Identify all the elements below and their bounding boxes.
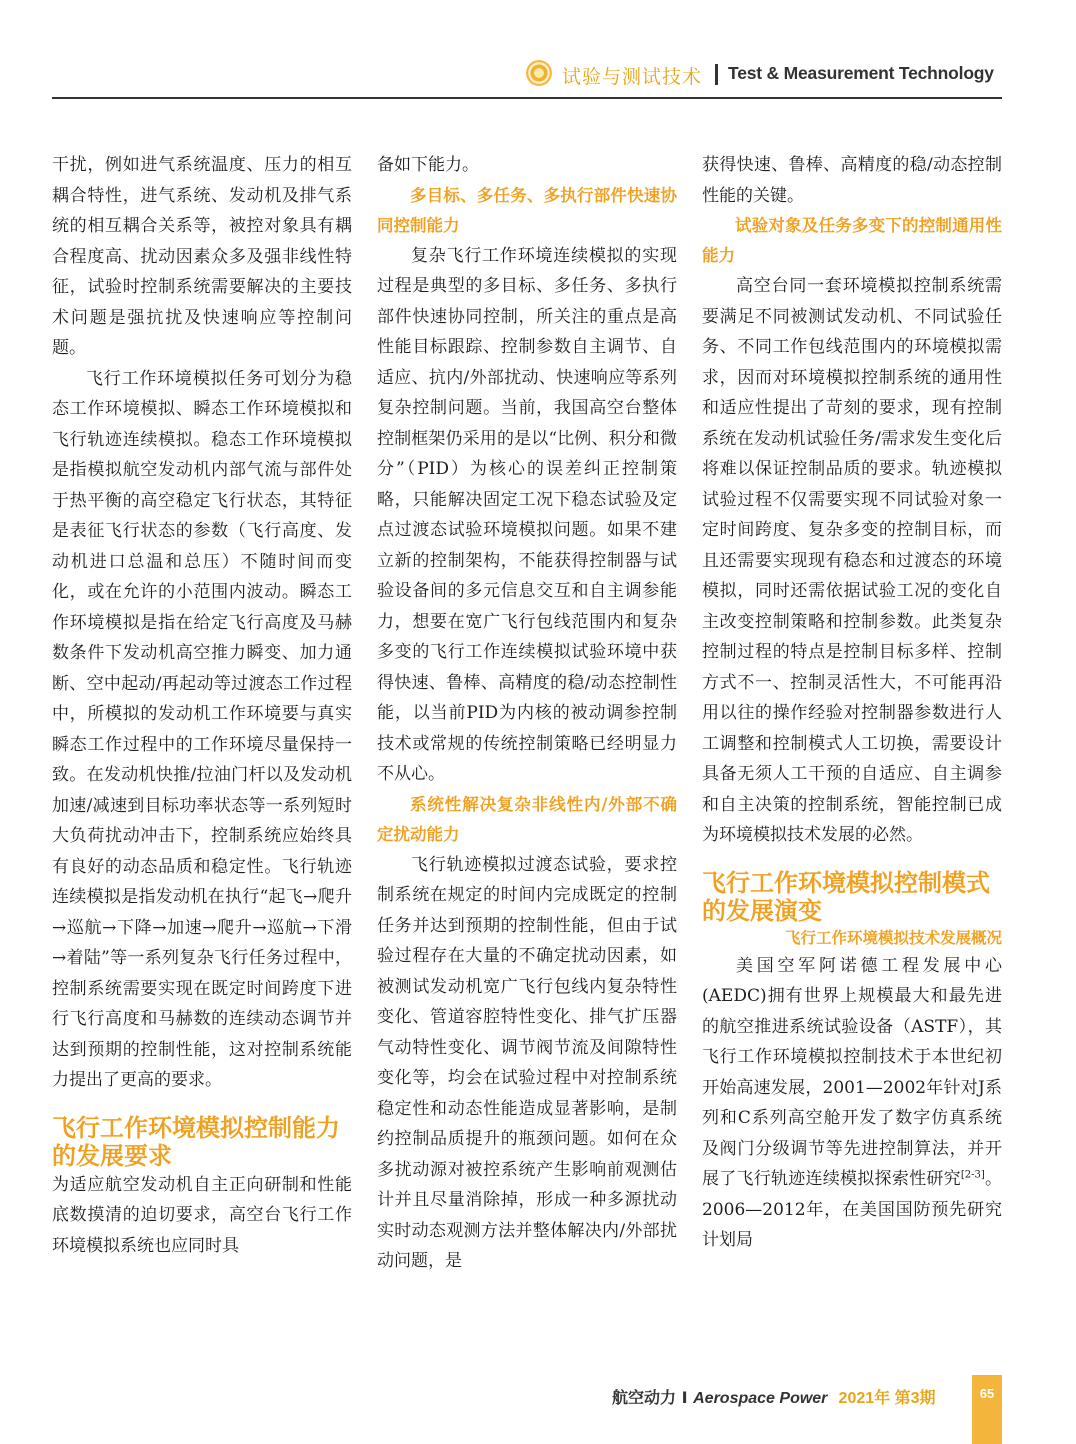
header-divider [715,64,718,85]
page-number: 65 [979,1386,995,1401]
section-heading: 飞行工作环境模拟控制能力的发展要求 [52,1113,340,1170]
subsection-heading: 试验对象及任务多变下的控制通用性能力 [702,216,1002,265]
paragraph-text: 。2006—2012年，在美国国防预先研究计划局 [702,1169,1003,1250]
paragraph: 获得快速、鲁棒、高精度的稳/动态控制性能的关键。 [702,155,1002,206]
column-right [702,150,1002,1256]
paragraph: 干扰，例如进气系统温度、压力的相互耦合特性，进气系统、发动机及排气系统的相互耦合关系等，被控对象具有耦合程度高、扰动因素众多及强非线性特征，试验时控制系统需要解决的主要技术问题是强抗扰及快速响应等控制问题。 [52,155,352,358]
paragraph [702,951,1002,1256]
subsection-heading: 飞行工作环境模拟技术发展概况 [784,928,1002,947]
paragraph: 飞行轨迹模拟过渡态试验，要求控制系统在规定的时间内完成既定的控制任务并达到预期的控制性能，但由于试验过程存在大量的不确定扰动因素，如被测试发动机宽广飞行包线内复杂特性变化、管道容腔特性变化、排气扩压器气动特性变化、调节阀节流及间隙特性变化等，均会在试验过程中对控制系统稳定性和动态性能造成显著影响，是制约控制品质提升的瓶颈问题。如何在众多扰动源对被控系统产生影响前观测估计并且尽量消除掉，形成一种多源扰动实时动态观测方法并整体解决内/外部扰动问题，是 [377,854,677,1271]
footer-separator: I [681,1388,688,1407]
paragraph-text: 美国空军阿诺德工程发展中心(AEDC)拥有世界上规模最大和最先进的航空推进系统试验设备（ASTF），其飞行工作环境模拟控制技术于本世纪初开始高速发展，2001—2002年针对J系列和C系列高空舱开发了数字仿真系统及阀门分级调节等先进控制算法，并开展了飞行轨迹连续模拟探索性研究 [702,955,1002,1189]
paragraph: 飞行工作环境模拟任务可划分为稳态工作环境模拟、瞬态工作环境模拟和飞行轨迹连续模拟。稳态工作环境模拟是指模拟航空发动机内部气流与部件处于热平衡的高空稳定飞行状态，其特征是表征飞行状态的参数（飞行高度、发动机进口总温和总压）不随时间而变化，或在允许的小范围内波动。瞬态工作环境模拟是指在给定飞行高度及马赫数条件下发动机高空推力瞬变、加力通断、空中起动/再起动等过渡态工作过程中，所模拟的发动机工作环境要与真实瞬态工作过程中的工作环境尽量保持一致。在发动机快推/拉油门杆以及发动机加速/减速到目标功率状态等一系列短时大负荷扰动冲击下，控制系统应始终具有良好的动态品质和稳定性。飞行轨迹连续模拟是指发动机在执行“起飞→爬升→巡航→下降→加速→爬升→巡航→下滑→着陆”等一系列复杂飞行任务过程中，控制系统需要实现在既定时间跨度下进行飞行高度和马赫数的连续动态调节并达到预期的控制性能，这对控制系统能力提出了更高的要求。 [52,368,352,1090]
section-emblem-icon [526,60,552,86]
column-middle [377,150,677,1277]
issue-label: 2021年 第3期 [838,1390,936,1407]
subsection-heading: 系统性解决复杂非线性内/外部不确定扰动能力 [377,794,677,844]
paragraph: 为适应航空发动机自主正向研制和性能底数摸清的迫切要求，高空台飞行工作环境模拟系统也应同时具 [52,1174,352,1256]
page-header [0,0,1076,100]
page-footer [612,1385,936,1408]
subsection-heading: 多目标、多任务、多执行部件快速协同控制能力 [377,185,677,235]
paragraph: 备如下能力。 [377,155,479,175]
header-rule [52,97,1002,99]
paragraph: 高空台同一套环境模拟控制系统需要满足不同被测试发动机、不同试验任务、不同工作包线范围内的环境模拟需求，因而对环境模拟控制系统的通用性和适应性提出了苛刻的要求，现有控制系统在发动机试验任务/需求发生变化后将难以保证控制品质的要求。轨迹模拟试验过程不仅需要实现不同试验对象一定时间跨度、复杂多变的控制目标，而且还需要实现现有稳态和过渡态的环境模拟，同时还需依据试验工况的变化自主改变控制策略和控制参数。此类复杂控制过程的特点是控制目标多样、控制方式不一、控制灵活性大，不可能再沿用以往的操作经验对控制器参数进行人工调整和控制模式人工切换，需要设计具备无须人工干预的自适应、自主调参和自主决策的控制系统，智能控制已成为环境模拟技术发展的必然。 [702,276,1002,845]
citation-ref: [2-3] [960,1169,985,1181]
journal-title-cn: 航空动力 [612,1388,677,1407]
paragraph: 复杂飞行工作环境连续模拟的实现过程是典型的多目标、多任务、多执行部件快速协同控制，所关注的重点是高性能目标跟踪、控制参数自主调节、自适应、抗内/外部扰动、快速响应等系列复杂控制问题。当前，我国高空台整体控制框架仍采用的是以“比例、积分和微分”（PID）为核心的误差纠正控制策略，只能解决固定工况下稳态试验及定点过渡态试验环境模拟问题。如果不建立新的控制架构，不能获得控制器与试验设备间的多元信息交互和自主调参能力，想要在宽广飞行包线范围内和复杂多变的飞行工作连续模拟试验环境中获得快速、鲁棒、高精度的稳/动态控制性能，以当前PID为内核的被动调参控制技术或常规的传统控制策略已经明显力不从心。 [377,245,677,784]
column-left [52,150,352,1261]
section-title-en: Test & Measurement Technology [728,63,994,83]
section-title-cn: 试验与测试技术 [562,66,703,88]
journal-title-en: Aerospace Power [693,1390,828,1407]
page-number-tab [972,1375,1002,1444]
section-heading: 飞行工作环境模拟控制模式的发展演变 [702,868,990,925]
